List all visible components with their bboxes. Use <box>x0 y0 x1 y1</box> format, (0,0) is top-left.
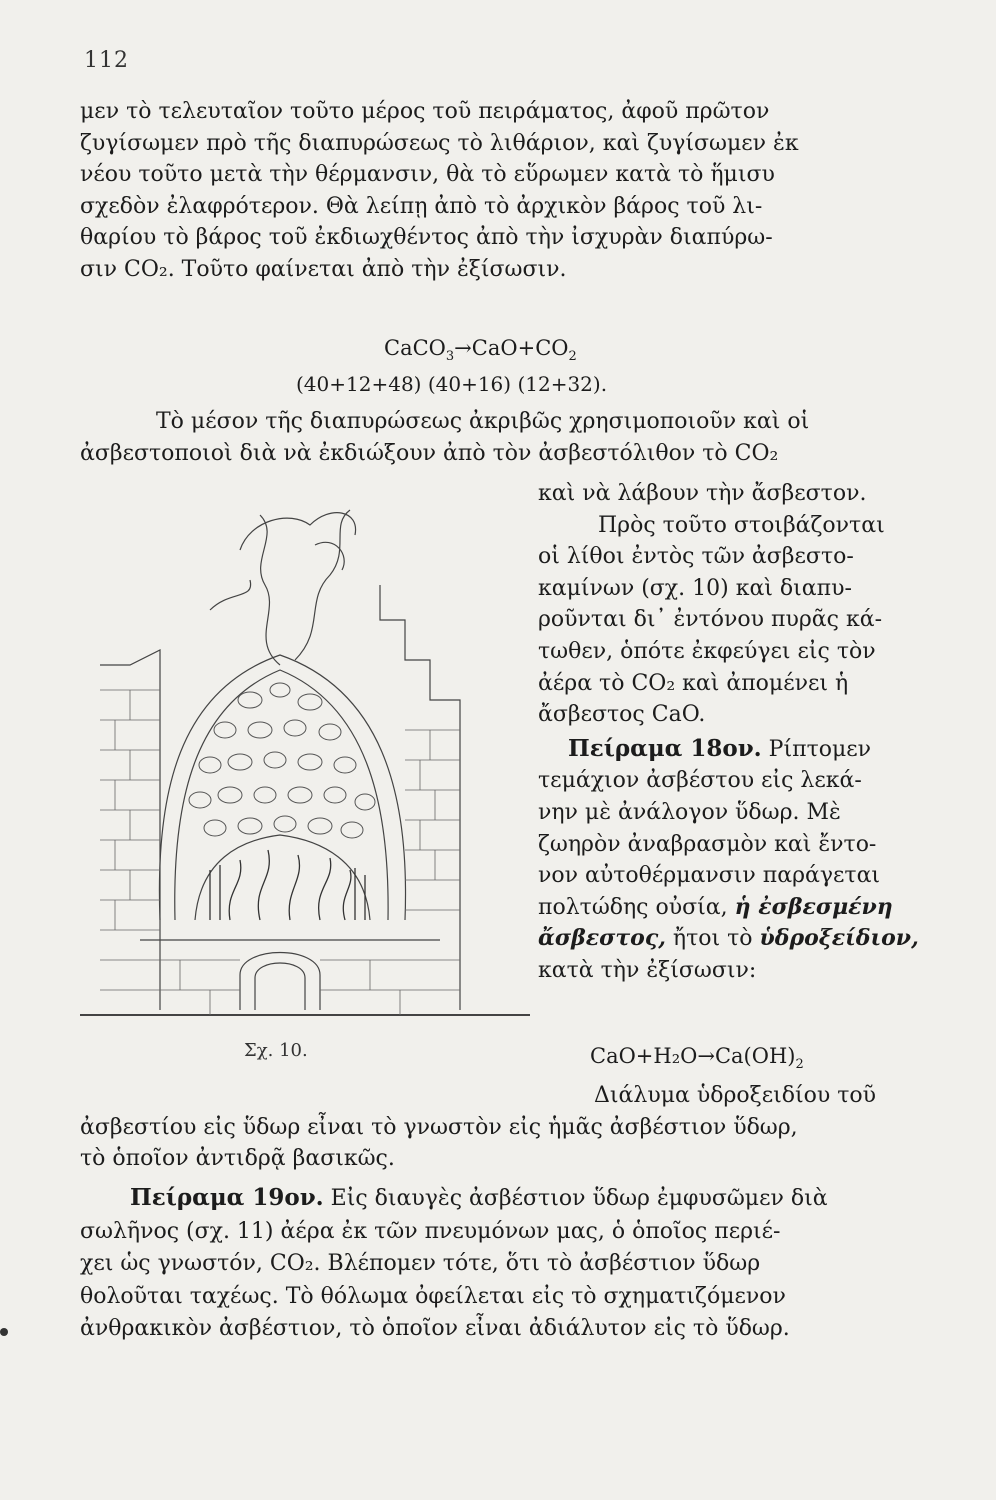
text-line: τεμάχιον ἀσβέστου εἰς λεκά- <box>538 768 862 794</box>
figure-caption: Σχ. 10. <box>244 1040 308 1061</box>
text-line: ζωηρὸν ἀναβρασμὸν καὶ ἔντο- <box>538 831 877 857</box>
experiment-19-heading: Πείραμα 19ον. Εἰς διαυγὲς ἀσβέστιον ὕδωρ ἐμφυσῶμεν διὰ <box>130 1184 828 1211</box>
text-line: ροῦνται δι᾽ ἐντόνου πυρᾶς κά- <box>538 607 882 633</box>
text-line: καμίνων (σχ. 10) καὶ διαπυ- <box>538 575 852 601</box>
paragraph-limewater <box>80 1080 935 1175</box>
text-line: ἀνθρακικὸν ἀσβέστιον, τὸ ὁποῖον εἶναι ἀδιάλυτον εἰς τὸ ὕδωρ. <box>80 1316 790 1341</box>
page-number: 112 <box>84 48 129 73</box>
text-line: ἄσβεστος, ἤτοι τὸ ὑδροξείδιον, <box>538 925 919 952</box>
paragraph-lime-burners <box>80 406 935 469</box>
ink-spot <box>0 1328 8 1336</box>
text-line: νον αὐτοθέρμανσιν παράγεται <box>538 863 881 889</box>
text-line: πολτώδης οὐσία, ἡ ἐσβεσμένη <box>538 893 893 920</box>
paragraph-experiment-19 <box>80 1182 935 1346</box>
text-line: Τὸ μέσον τῆς διαπυρώσεως ἀκριβῶς χρησιμοποιοῦν καὶ οἱ <box>156 409 810 434</box>
text-line: οἱ λίθοι ἐντὸς τῶν ἀσβεστο- <box>538 544 854 570</box>
paragraph-intro <box>80 96 935 285</box>
text-line: κατὰ τὴν ἐξίσωσιν: <box>538 957 757 983</box>
text-line: χει ὡς γνωστόν, CO₂. Βλέπομεν τότε, ὅτι τὸ ἀσβέστιον ὕδωρ <box>80 1251 761 1276</box>
text-line: νην μὲ ἀνάλογον ὕδωρ. Μὲ <box>538 799 841 825</box>
equation-masses: (40+12+48) (40+16) (12+32). <box>296 372 608 396</box>
text-line: νέου τοῦτο μετὰ τὴν θέρμανσιν, θὰ τὸ εὕρωμεν κατὰ τὸ ἥμισυ <box>80 162 775 187</box>
text-line: σιν CO₂. Τοῦτο φαίνεται ἀπὸ τὴν ἐξίσωσιν. <box>80 256 567 282</box>
emphasis-hydroxide: ὑδροξείδιον, <box>759 925 919 952</box>
right-column-text <box>538 478 938 987</box>
text-line: ἀσβεστίου εἰς ὕδωρ εἶναι τὸ γνωστὸν εἰς ἡμᾶς ἀσβέστιον ὕδωρ, <box>80 1114 798 1140</box>
text-line: τωθεν, ὁπότε ἐκφεύγει εἰς τὸν <box>538 638 876 664</box>
experiment-18-heading: Πείραμα 18ον. Ρίπτομεν <box>568 734 872 762</box>
text-line: θαρίου τὸ βάρος τοῦ ἐκδιωχθέντος ἀπὸ τὴν ἰσχυρὰν διαπύρω- <box>80 225 773 250</box>
text-line: θολοῦται ταχέως. Τὸ θόλωμα ὀφείλεται εἰς τὸ σχηματιζόμενον <box>80 1283 786 1309</box>
lime-kiln-illustration <box>80 490 530 1025</box>
text-line: Πρὸς τοῦτο στοιβάζονται <box>598 512 885 538</box>
emphasis-slaked-lime: ἡ ἐσβεσμένη <box>734 893 893 920</box>
equation-slaking: $CaO+H_2O\to Ca(OH)_2$ <box>590 1044 804 1073</box>
text-line: ζυγίσωμεν πρὸ τῆς διαπυρώσεως τὸ λιθάριον, καὶ ζυγίσωμεν ἐκ <box>80 130 799 156</box>
text-line: σωλῆνος (σχ. 11) ἀέρα ἐκ τῶν πνευμόνων μας, ὁ ὁποῖος περιέ- <box>80 1218 781 1244</box>
text-line: τὸ ὁποῖον ἀντιδρᾷ βασικῶς. <box>80 1146 395 1171</box>
text-line: καὶ νὰ λάβουν τὴν ἄσβεστον. <box>538 481 867 506</box>
text-line: μεν τὸ τελευταῖον τοῦτο μέρος τοῦ πειράματος, ἀφοῦ πρῶτον <box>80 99 770 124</box>
text-line: ἀσβεστοποιοὶ διὰ νὰ ἐκδιώξουν ἀπὸ τὸν ἀσβεστόλιθον τὸ CO₂ <box>80 440 779 466</box>
text-line: σχεδὸν ἐλαφρότερον. Θὰ λείπῃ ἀπὸ τὸ ἀρχικὸν βάρος τοῦ λι- <box>80 193 763 219</box>
text-line: ἀέρα τὸ CO₂ καὶ ἀπομένει ἡ <box>538 670 849 696</box>
text-line: ἄσβεστος CaO. <box>538 702 706 728</box>
equation-calcination: $CaCO_3\to CaO+CO_2$ <box>384 336 577 365</box>
text-line: Διάλυμα ὑδροξειδίου τοῦ <box>594 1083 877 1108</box>
